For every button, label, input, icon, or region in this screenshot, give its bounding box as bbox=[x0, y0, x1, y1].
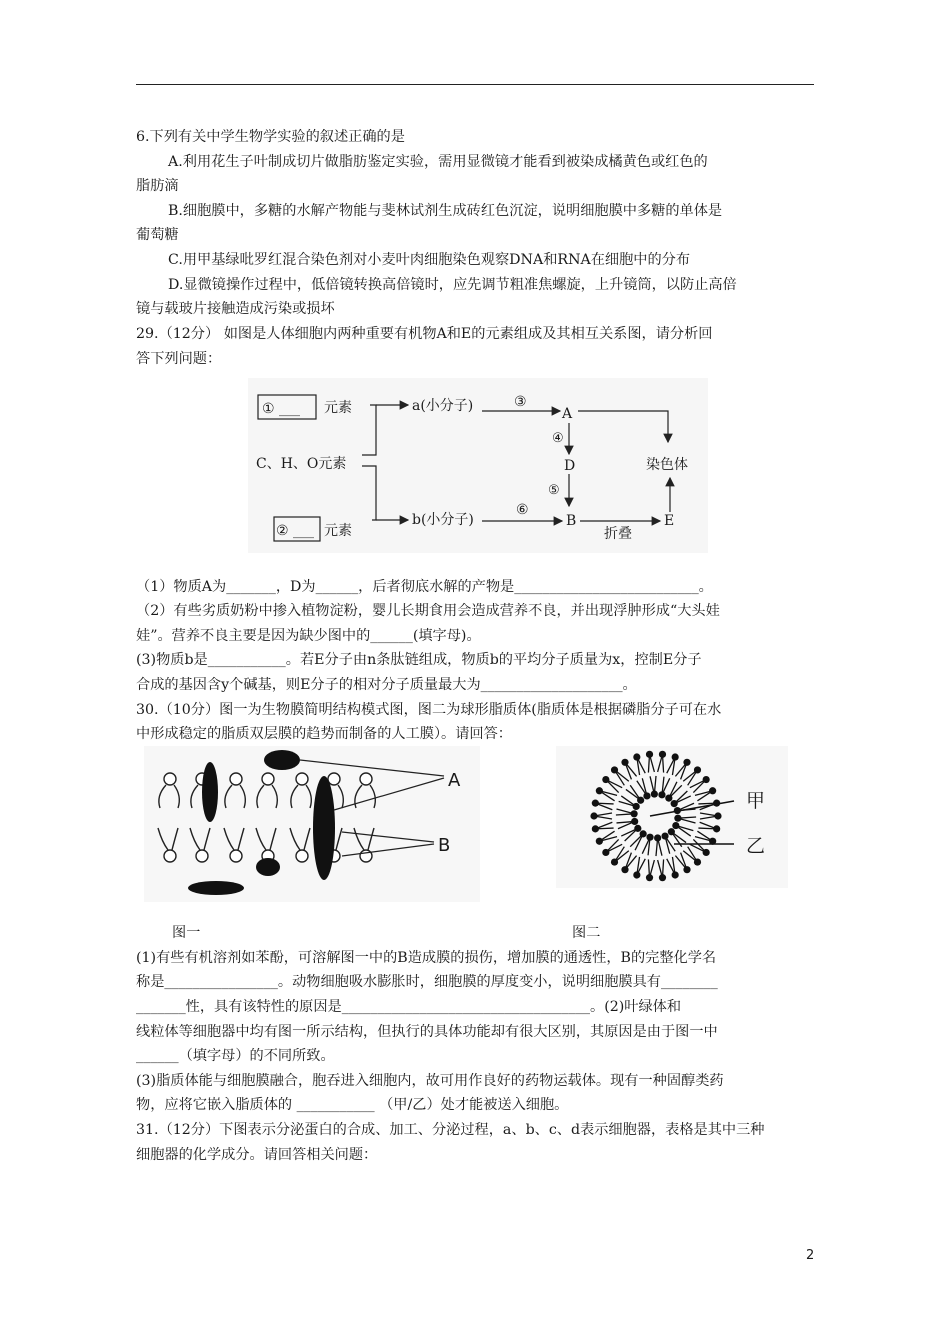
protein-transmembrane bbox=[313, 776, 335, 880]
protein-upper-embedded bbox=[202, 762, 218, 822]
inner-lipid bbox=[661, 832, 668, 839]
outer-lipid bbox=[714, 812, 721, 819]
outer-lipid bbox=[621, 759, 628, 766]
inner-lipid bbox=[672, 822, 679, 829]
outer-lipid bbox=[596, 787, 603, 794]
node-e: E bbox=[664, 513, 675, 529]
outer-lipid bbox=[659, 874, 666, 881]
a-small-molecule: a(小分子) bbox=[412, 398, 474, 414]
outer-lipid bbox=[646, 751, 653, 758]
inner-lipid bbox=[658, 791, 665, 798]
q6-option-d: D.显微镜操作过程中，低倍镜转换高倍镜时，应先调节粗准焦螺旋，上升镜筒，以防止高倍 bbox=[168, 277, 737, 293]
q30-part1-cont2: _______性，具有该特性的原因是___________________________________。(2)叶绿体和 bbox=[136, 999, 682, 1015]
outer-lipid bbox=[602, 776, 609, 783]
outer-lipid bbox=[672, 871, 679, 878]
outer-lipid bbox=[709, 787, 716, 794]
box2-text: ② ___ bbox=[276, 523, 315, 539]
inner-lipid bbox=[651, 790, 658, 797]
inner-lipid bbox=[633, 803, 640, 810]
header-rule bbox=[136, 84, 814, 85]
q6-option-d-cont: 镜与载玻片接触造成污染或损坏 bbox=[136, 301, 335, 317]
box1-suffix: 元素 bbox=[324, 400, 352, 416]
inner-lipid bbox=[631, 818, 638, 825]
q30-part3-cont: 物，应将它嵌入脂质体的 ___________ （甲/乙）处才能被送入细胞。 bbox=[136, 1097, 569, 1113]
inner-lipid bbox=[634, 825, 641, 832]
caption-figure-2: 图二 bbox=[572, 925, 601, 941]
q30-part3: (3)脂质体能与细胞膜融合，胞吞进入细胞内，故可用作良好的药物运载体。现有一种固醇类药 bbox=[136, 1073, 724, 1089]
box1-text: ① ___ bbox=[262, 401, 301, 417]
inner-lipid bbox=[637, 797, 644, 804]
protein-lower-small bbox=[256, 858, 280, 876]
node-chromosome: 染色体 bbox=[646, 457, 688, 473]
step-4: ④ bbox=[552, 431, 564, 446]
outer-lipid bbox=[683, 866, 690, 873]
step-3: ③ bbox=[514, 394, 527, 410]
protein-surface-bottom bbox=[188, 881, 244, 895]
q29-part2: （2）有些劣质奶粉中掺入植物淀粉，婴儿长期食用会造成营养不良，并出现浮肿形成“大头娃 bbox=[136, 603, 720, 619]
box2-suffix: 元素 bbox=[324, 523, 352, 539]
inner-lipid bbox=[665, 795, 672, 802]
outer-lipid bbox=[596, 838, 603, 845]
outer-lipid bbox=[590, 812, 597, 819]
q6-stem: 6.下列有关中学生物学实验的叙述正确的是 bbox=[136, 129, 405, 145]
outer-lipid bbox=[659, 751, 666, 758]
q30-stem: 30.（10分）图一为生物膜简明结构模式图，图二为球形脂质体(脂质体是根据磷脂分子可在水 bbox=[136, 702, 722, 718]
inner-lipid bbox=[640, 830, 647, 837]
step-6: ⑥ bbox=[516, 502, 529, 518]
q30-part1: (1)有些有机溶剂如苯酚，可溶解图一中的B造成膜的损伤，增加膜的通透性，B的完整化学名 bbox=[136, 950, 717, 966]
fold-label: 折叠 bbox=[604, 526, 632, 542]
inner-lipid bbox=[646, 834, 653, 841]
inner-lipid bbox=[674, 815, 681, 822]
q29-part1: （1）物质A为_______，D为______，后者彻底水解的产物是__________________________。 bbox=[136, 579, 713, 595]
outer-lipid bbox=[713, 825, 720, 832]
q6-option-a-cont: 脂肪滴 bbox=[136, 178, 179, 194]
outer-lipid bbox=[694, 766, 701, 773]
outer-lipid bbox=[703, 776, 710, 783]
outer-lipid bbox=[633, 753, 640, 760]
q29-part2-cont: 娃”。营养不良主要是因为缺少图中的______(填字母)。 bbox=[136, 628, 481, 644]
node-b: B bbox=[566, 513, 577, 529]
label-b: B bbox=[438, 835, 451, 856]
q29-part3-cont: 合成的基因含y个碱基，则E分子的相对分子质量最大为____________________。 bbox=[136, 677, 637, 693]
q29-stem: 29.（12分） 如图是人体细胞内两种重要有机物A和E的元素组成及其相互关系图，请分析回 bbox=[136, 326, 713, 342]
q6-option-b: B.细胞膜中，多糖的水解产物能与斐林试剂生成砖红色沉淀，说明细胞膜中多糖的单体是 bbox=[168, 203, 723, 219]
node-a: A bbox=[562, 406, 573, 422]
label-jia: 甲 bbox=[746, 790, 766, 812]
q6-option-c: C.用甲基绿吡罗红混合染色剂对小麦叶肉细胞染色观察DNA和RNA在细胞中的分布 bbox=[168, 252, 691, 268]
outer-lipid bbox=[611, 766, 618, 773]
outer-lipid bbox=[646, 874, 653, 881]
label-a: A bbox=[448, 770, 461, 791]
outer-lipid bbox=[703, 849, 710, 856]
node-d: D bbox=[564, 458, 576, 474]
step-5: ⑤ bbox=[548, 483, 560, 498]
q31-stem: 31.（12分）下图表示分泌蛋白的合成、加工、分泌过程，a、b、c、d表示细胞器，表格是其中三种 bbox=[136, 1122, 765, 1138]
chno-label: C、H、O元素 bbox=[256, 456, 347, 472]
caption-figure-1: 图一 bbox=[172, 925, 201, 941]
q30-stem-cont: 中形成稳定的脂质双层膜的趋势而制备的人工膜）。请回答： bbox=[136, 726, 512, 742]
outer-lipid bbox=[611, 858, 618, 865]
outer-lipid bbox=[672, 753, 679, 760]
page-number: 2 bbox=[806, 1248, 815, 1263]
inner-lipid bbox=[671, 800, 678, 807]
inner-lipid bbox=[654, 834, 661, 841]
outer-lipid bbox=[633, 871, 640, 878]
q31-stem-cont: 细胞器的化学成分。请回答相关问题： bbox=[136, 1147, 378, 1163]
outer-lipid bbox=[592, 800, 599, 807]
outer-lipid bbox=[683, 759, 690, 766]
outer-lipid bbox=[602, 849, 609, 856]
liposome-figure bbox=[556, 746, 788, 888]
outer-lipid bbox=[694, 858, 701, 865]
element-relationship-diagram bbox=[248, 378, 708, 553]
q30-part2: 线粒体等细胞器中均有图一所示结构，但执行的具体功能却有很大区别，其原因是由于图一中 bbox=[136, 1024, 718, 1040]
inner-lipid bbox=[668, 828, 675, 835]
inner-lipid bbox=[643, 792, 650, 799]
outer-lipid bbox=[592, 825, 599, 832]
label-yi: 乙 bbox=[746, 835, 766, 857]
q29-part3: (3)物质b是___________。若E分子由n条肽链组成，物质b的平均分子质量为x，控制E分子 bbox=[136, 652, 702, 668]
q6-option-a: A.利用花生子叶制成切片做脂肪鉴定实验，需用显微镜才能看到被染成橘黄色或红色的 bbox=[168, 154, 708, 170]
b-small-molecule: b(小分子) bbox=[412, 512, 474, 528]
membrane-structure-figure bbox=[144, 746, 480, 902]
q6-option-b-cont: 葡萄糖 bbox=[136, 227, 179, 243]
outer-lipid bbox=[621, 866, 628, 873]
q29-stem-cont: 答下列问题： bbox=[136, 351, 222, 367]
q30-part2-cont: ______（填字母）的不同所致。 bbox=[136, 1048, 335, 1064]
protein-surface-top bbox=[264, 750, 300, 770]
inner-lipid bbox=[631, 810, 638, 817]
q30-part1-cont: 称是________________。动物细胞吸水膨胀时，细胞膜的厚度变小，说明细胞膜具有________ bbox=[136, 974, 718, 990]
